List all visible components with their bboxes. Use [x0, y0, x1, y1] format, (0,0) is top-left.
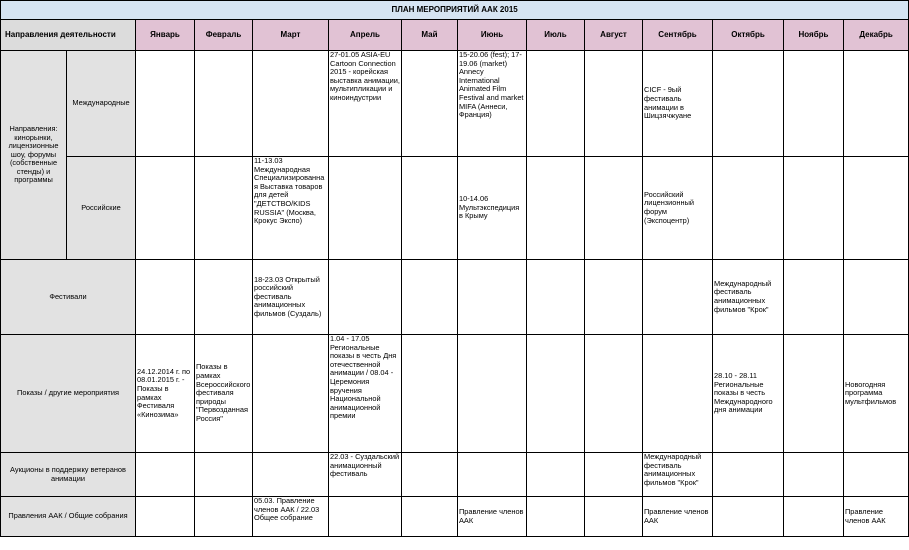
cell-boards-december: Правление членов ААК	[844, 497, 909, 537]
cell	[844, 260, 909, 335]
cell-shows-october: 28.10 - 28.11 Региональные показы в честь Международного дня анимации	[713, 335, 784, 453]
cell-russian-september: Российский лицензионный форум (Экспоцентр)	[643, 157, 713, 260]
cell-russian-march: 11-13.03 Международная Специализированная Выставка товаров для детей "ДЕТСТВО/KIDS RUSSIA" (Москва, Крокус Экспо)	[253, 157, 329, 260]
cell	[329, 157, 402, 260]
cell	[643, 335, 713, 453]
month-header: Ноябрь	[784, 20, 844, 51]
cell	[402, 157, 458, 260]
cell	[329, 260, 402, 335]
cell	[458, 260, 527, 335]
cell	[329, 497, 402, 537]
cell	[585, 453, 643, 497]
month-header: Сентябрь	[643, 20, 713, 51]
group-label-markets: Направления: кинорынки, лицензионные шоу, форумы (собственные стенды) и программы	[1, 51, 67, 260]
cell	[195, 157, 253, 260]
row-label-festivals: Фестивали	[1, 260, 136, 335]
cell	[784, 157, 844, 260]
cell-auctions-september: Международный фестиваль анимационных фильмов "Крок"	[643, 453, 713, 497]
cell	[402, 260, 458, 335]
cell-auctions-april: 22.03 - Суздальский анимационный фестиваль	[329, 453, 402, 497]
cell	[784, 51, 844, 157]
row-label-boards: Правления ААК / Общие собрания	[1, 497, 136, 537]
cell	[713, 497, 784, 537]
cell	[458, 453, 527, 497]
cell	[253, 453, 329, 497]
month-header: Август	[585, 20, 643, 51]
cell	[253, 335, 329, 453]
cell-boards-june: Правление членов ААК	[458, 497, 527, 537]
cell	[844, 453, 909, 497]
cell	[402, 497, 458, 537]
cell	[402, 335, 458, 453]
cell	[713, 453, 784, 497]
month-header: Январь	[136, 20, 195, 51]
cell-shows-december: Новогодняя программа мультфильмов	[844, 335, 909, 453]
cell-international-june: 15-20.06 (fest); 17-19.06 (market) Annecy International Animated Film Festival and market MIFA (Аннеси, Франция)	[458, 51, 527, 157]
cell	[527, 260, 585, 335]
cell	[253, 51, 329, 157]
month-header: Октябрь	[713, 20, 784, 51]
cell-russian-june: 10-14.06 Мультэкспедиция в Крыму	[458, 157, 527, 260]
month-header: Апрель	[329, 20, 402, 51]
cell	[643, 260, 713, 335]
cell	[136, 453, 195, 497]
cell-festivals-october: Международный фестиваль анимационных фильмов "Крок"	[713, 260, 784, 335]
cell-festivals-march: 18-23.03 Открытый российский фестиваль анимационных фильмов (Суздаль)	[253, 260, 329, 335]
cell	[585, 497, 643, 537]
cell	[402, 453, 458, 497]
cell	[527, 335, 585, 453]
row-label-auctions: Аукционы в поддержку ветеранов анимации	[1, 453, 136, 497]
cell	[527, 497, 585, 537]
cell	[458, 335, 527, 453]
month-header: Июнь	[458, 20, 527, 51]
cell	[195, 51, 253, 157]
cell	[713, 51, 784, 157]
cell	[195, 497, 253, 537]
cell	[527, 51, 585, 157]
cell	[136, 157, 195, 260]
cell	[527, 157, 585, 260]
cell	[784, 260, 844, 335]
cell	[784, 335, 844, 453]
cell-shows-february: Показы в рамках Всероссийского фестиваля природы "Первозданная Россия"	[195, 335, 253, 453]
month-header: Июль	[527, 20, 585, 51]
cell-shows-april: 1.04 - 17.05 Региональные показы в честь Дня отечественной анимации / 08.04 - Церемония вручения Национальной анимационной премии	[329, 335, 402, 453]
cell-boards-march: 05.03. Правление членов ААК / 22.03 Общее собрание	[253, 497, 329, 537]
cell	[585, 157, 643, 260]
cell	[136, 497, 195, 537]
cell	[527, 453, 585, 497]
direction-header: Направления деятельности	[1, 20, 136, 51]
row-label-shows: Показы / другие мероприятия	[1, 335, 136, 453]
cell	[784, 453, 844, 497]
cell-shows-january: 24.12.2014 г. по 08.01.2015 г. - Показы в рамках Фестиваля «Кинозима»	[136, 335, 195, 453]
cell-international-april: 27-01.05 ASIA-EU Cartoon Connection 2015 - корейская выставка анимации, мультипликации и киноиндустрии	[329, 51, 402, 157]
cell	[402, 51, 458, 157]
cell	[585, 335, 643, 453]
cell	[844, 157, 909, 260]
month-header: Март	[253, 20, 329, 51]
row-label-russian: Российские	[67, 157, 136, 260]
cell	[585, 51, 643, 157]
month-header: Декабрь	[844, 20, 909, 51]
table-title: ПЛАН МЕРОПРИЯТИЙ ААК 2015	[1, 1, 909, 20]
cell	[844, 51, 909, 157]
month-header: Февраль	[195, 20, 253, 51]
cell	[195, 453, 253, 497]
cell	[195, 260, 253, 335]
cell	[784, 497, 844, 537]
cell	[585, 260, 643, 335]
cell-boards-september: Правление членов ААК	[643, 497, 713, 537]
month-header: Май	[402, 20, 458, 51]
cell	[136, 51, 195, 157]
cell	[136, 260, 195, 335]
cell-international-september: CICF - 9ый фестиваль анимации в Шицзячжуане	[643, 51, 713, 157]
row-label-international: Международные	[67, 51, 136, 157]
cell	[713, 157, 784, 260]
